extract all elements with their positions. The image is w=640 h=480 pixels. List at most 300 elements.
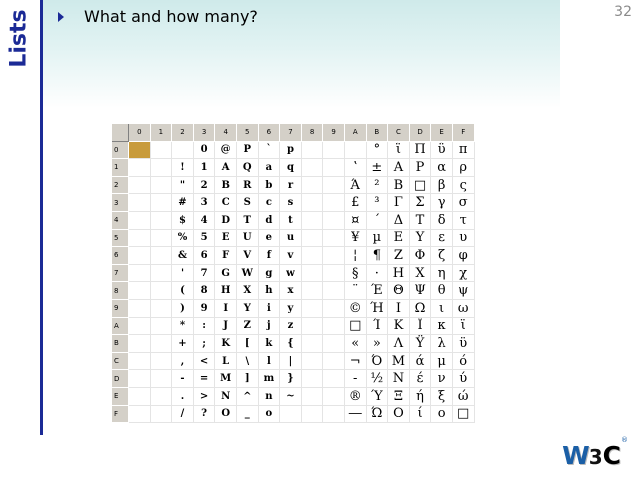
char-cell: ʽ [344, 159, 366, 177]
char-cell: 4 [193, 211, 215, 229]
char-cell: ά [409, 352, 431, 370]
char-cell: ή [409, 387, 431, 405]
column-header: 7 [280, 124, 302, 141]
table-row [112, 335, 474, 353]
char-cell [150, 299, 172, 317]
char-cell: i [258, 299, 280, 317]
char-cell: Ώ [366, 405, 388, 423]
char-cell: K [215, 335, 237, 353]
table-row [112, 194, 474, 212]
char-cell: $ [172, 211, 194, 229]
bullet-arrow-icon [58, 12, 64, 22]
char-cell: D [215, 211, 237, 229]
column-header: 1 [150, 124, 172, 141]
char-cell: ω [452, 299, 474, 317]
section-label [4, 8, 34, 68]
row-header: 5 [112, 229, 129, 247]
char-cell: ¦ [344, 247, 366, 265]
char-cell [323, 141, 345, 159]
table-row [112, 176, 474, 194]
char-cell [301, 211, 323, 229]
char-cell: π [452, 141, 474, 159]
char-cell: · [366, 264, 388, 282]
char-cell: q [280, 159, 302, 177]
char-cell: M [215, 370, 237, 388]
char-cell: Ϋ [409, 335, 431, 353]
char-cell [301, 176, 323, 194]
char-cell: h [258, 282, 280, 300]
char-cell: ΄ [366, 211, 388, 229]
char-cell [323, 264, 345, 282]
row-header: 4 [112, 211, 129, 229]
char-cell: X [236, 282, 258, 300]
char-cell [150, 229, 172, 247]
char-cell: m [258, 370, 280, 388]
column-header: E [431, 124, 453, 141]
char-cell [280, 405, 302, 423]
code-chart-table [112, 124, 475, 423]
char-cell: > [193, 387, 215, 405]
char-cell [129, 405, 151, 423]
char-cell [129, 282, 151, 300]
char-cell: d [258, 211, 280, 229]
column-header: 6 [258, 124, 280, 141]
char-cell [150, 194, 172, 212]
char-cell [301, 247, 323, 265]
char-cell [150, 370, 172, 388]
char-cell: □ [409, 176, 431, 194]
char-cell [301, 317, 323, 335]
w3c-logo-3: 3 [588, 445, 603, 469]
char-cell [129, 159, 151, 177]
char-cell: δ [431, 211, 453, 229]
char-cell: » [366, 335, 388, 353]
char-cell: ώ [452, 387, 474, 405]
char-cell: s [280, 194, 302, 212]
chart-corner [112, 124, 129, 141]
char-cell: £ [344, 194, 366, 212]
char-cell: υ [452, 229, 474, 247]
char-cell: Ψ [409, 282, 431, 300]
char-cell: I [215, 299, 237, 317]
char-cell: u [280, 229, 302, 247]
row-header: 1 [112, 159, 129, 177]
char-cell [301, 229, 323, 247]
row-header: 8 [112, 282, 129, 300]
char-cell: ο [431, 405, 453, 423]
char-cell: _ [236, 405, 258, 423]
char-cell: w [280, 264, 302, 282]
char-cell: Π [409, 141, 431, 159]
char-cell: U [236, 229, 258, 247]
char-cell: : [193, 317, 215, 335]
char-cell [301, 352, 323, 370]
char-cell [323, 335, 345, 353]
char-cell: φ [452, 247, 474, 265]
char-cell: □ [344, 317, 366, 335]
char-cell: Η [388, 264, 410, 282]
char-cell: ί [409, 405, 431, 423]
char-cell: ? [193, 405, 215, 423]
w3c-logo-c: C [602, 441, 620, 470]
w3c-logo-registered: ® [621, 436, 628, 444]
char-cell [172, 141, 194, 159]
char-cell: c [258, 194, 280, 212]
char-cell: Z [236, 317, 258, 335]
char-cell: - [172, 370, 194, 388]
char-cell: W [236, 264, 258, 282]
char-cell: © [344, 299, 366, 317]
char-cell [301, 405, 323, 423]
char-cell [323, 211, 345, 229]
char-cell: | [280, 352, 302, 370]
row-header: A [112, 317, 129, 335]
row-header: C [112, 352, 129, 370]
char-cell: a [258, 159, 280, 177]
table-row [112, 247, 474, 265]
char-cell: . [172, 387, 194, 405]
char-cell [301, 159, 323, 177]
char-cell: ) [172, 299, 194, 317]
char-cell [150, 141, 172, 159]
char-cell: ΐ [388, 141, 410, 159]
char-cell: ΰ [431, 141, 453, 159]
char-cell: Ι [388, 299, 410, 317]
char-cell: j [258, 317, 280, 335]
char-cell: Y [236, 299, 258, 317]
char-cell: p [280, 141, 302, 159]
page-number: 32 [614, 4, 632, 20]
column-header: 2 [172, 124, 194, 141]
char-cell: Έ [366, 282, 388, 300]
column-header: 8 [301, 124, 323, 141]
char-cell: 9 [193, 299, 215, 317]
char-cell: ± [366, 159, 388, 177]
column-header: C [388, 124, 410, 141]
code-chart-header-row [112, 124, 474, 141]
char-cell: Ή [366, 299, 388, 317]
char-cell [323, 370, 345, 388]
char-cell: T [236, 211, 258, 229]
char-cell: ρ [452, 159, 474, 177]
char-cell: σ [452, 194, 474, 212]
char-cell [129, 299, 151, 317]
char-cell: L [215, 352, 237, 370]
char-cell [323, 317, 345, 335]
char-cell: = [193, 370, 215, 388]
char-cell [129, 194, 151, 212]
slide-title: What and how many? [84, 7, 258, 26]
char-cell: A [215, 159, 237, 177]
char-cell: Ν [388, 370, 410, 388]
char-cell: ς [452, 176, 474, 194]
char-cell [129, 229, 151, 247]
char-cell: ε [431, 229, 453, 247]
char-cell [150, 387, 172, 405]
char-cell: ³ [366, 194, 388, 212]
char-cell: ϊ [452, 317, 474, 335]
char-cell: 3 [193, 194, 215, 212]
char-cell [323, 387, 345, 405]
char-cell: & [172, 247, 194, 265]
char-cell: ` [258, 141, 280, 159]
table-row [112, 299, 474, 317]
char-cell: Κ [388, 317, 410, 335]
char-cell: ν [431, 370, 453, 388]
char-cell: Μ [388, 352, 410, 370]
char-cell: θ [431, 282, 453, 300]
column-header: 5 [236, 124, 258, 141]
char-cell: v [280, 247, 302, 265]
char-cell [129, 387, 151, 405]
char-cell: Ό [366, 352, 388, 370]
char-cell [129, 370, 151, 388]
char-cell: n [258, 387, 280, 405]
char-cell: 8 [193, 282, 215, 300]
char-cell: 5 [193, 229, 215, 247]
char-cell: ~ [280, 387, 302, 405]
char-cell: k [258, 335, 280, 353]
char-cell: ¬ [344, 352, 366, 370]
char-cell [129, 264, 151, 282]
char-cell: ^ [236, 387, 258, 405]
char-cell [301, 387, 323, 405]
char-cell: β [431, 176, 453, 194]
char-cell: B [215, 176, 237, 194]
char-cell: ζ [431, 247, 453, 265]
char-cell: ¤ [344, 211, 366, 229]
char-cell [150, 352, 172, 370]
column-header: B [366, 124, 388, 141]
char-cell: N [215, 387, 237, 405]
column-header: F [452, 124, 474, 141]
row-header: 0 [112, 141, 129, 159]
char-cell: e [258, 229, 280, 247]
char-cell: * [172, 317, 194, 335]
char-cell: ( [172, 282, 194, 300]
char-cell: Ϊ [409, 317, 431, 335]
char-cell: Ω [409, 299, 431, 317]
char-cell [150, 211, 172, 229]
char-cell: Β [388, 176, 410, 194]
char-cell: § [344, 264, 366, 282]
char-cell: ϋ [452, 335, 474, 353]
char-cell: Λ [388, 335, 410, 353]
table-row [112, 317, 474, 335]
char-cell: έ [409, 370, 431, 388]
char-cell: 7 [193, 264, 215, 282]
column-header: 0 [129, 124, 151, 141]
char-cell: - [344, 370, 366, 388]
char-cell [301, 264, 323, 282]
row-header: 2 [112, 176, 129, 194]
char-cell: Χ [409, 264, 431, 282]
column-header: 3 [193, 124, 215, 141]
char-cell: z [280, 317, 302, 335]
char-cell: E [215, 229, 237, 247]
char-cell: ² [366, 176, 388, 194]
char-cell: V [236, 247, 258, 265]
char-cell: ψ [452, 282, 474, 300]
column-header: D [409, 124, 431, 141]
char-cell: Τ [409, 211, 431, 229]
table-row [112, 387, 474, 405]
row-header: E [112, 387, 129, 405]
char-cell [323, 282, 345, 300]
char-cell [129, 211, 151, 229]
char-cell: ° [366, 141, 388, 159]
char-cell: ό [452, 352, 474, 370]
char-cell: ι [431, 299, 453, 317]
char-cell: 2 [193, 176, 215, 194]
char-cell: C [215, 194, 237, 212]
char-cell: G [215, 264, 237, 282]
column-header: 9 [323, 124, 345, 141]
column-header: A [344, 124, 366, 141]
char-cell: H [215, 282, 237, 300]
char-cell: Ξ [388, 387, 410, 405]
char-cell: " [172, 176, 194, 194]
char-cell: t [280, 211, 302, 229]
table-row [112, 264, 474, 282]
char-cell: % [172, 229, 194, 247]
char-cell: Ύ [366, 387, 388, 405]
char-cell: ¶ [366, 247, 388, 265]
char-cell: µ [366, 229, 388, 247]
char-cell: y [280, 299, 302, 317]
table-row [112, 370, 474, 388]
char-cell: ξ [431, 387, 453, 405]
char-cell [150, 405, 172, 423]
char-cell [150, 317, 172, 335]
char-cell: Q [236, 159, 258, 177]
char-cell: b [258, 176, 280, 194]
char-cell [150, 159, 172, 177]
char-cell [129, 317, 151, 335]
char-cell [301, 335, 323, 353]
char-cell [129, 352, 151, 370]
char-cell [150, 176, 172, 194]
char-cell [323, 405, 345, 423]
row-header: 6 [112, 247, 129, 265]
char-cell [150, 264, 172, 282]
char-cell: ® [344, 387, 366, 405]
char-cell: Θ [388, 282, 410, 300]
char-cell: < [193, 352, 215, 370]
char-cell [129, 176, 151, 194]
char-cell: λ [431, 335, 453, 353]
char-cell: Υ [409, 229, 431, 247]
char-cell [301, 282, 323, 300]
char-cell: ― [344, 405, 366, 423]
char-cell [323, 247, 345, 265]
char-cell: μ [431, 352, 453, 370]
char-cell [301, 194, 323, 212]
char-cell: Α [388, 159, 410, 177]
table-row [112, 405, 474, 423]
char-cell: Ά [344, 176, 366, 194]
char-cell: ½ [366, 370, 388, 388]
char-cell: , [172, 352, 194, 370]
char-cell [150, 335, 172, 353]
char-cell [323, 352, 345, 370]
char-cell: Σ [409, 194, 431, 212]
char-cell: r [280, 176, 302, 194]
char-cell: } [280, 370, 302, 388]
w3c-logo [562, 436, 628, 470]
char-cell [323, 299, 345, 317]
char-cell: Φ [409, 247, 431, 265]
char-cell: # [172, 194, 194, 212]
char-cell [301, 370, 323, 388]
char-cell [323, 176, 345, 194]
char-cell [129, 247, 151, 265]
char-cell: ύ [452, 370, 474, 388]
char-cell: χ [452, 264, 474, 282]
char-cell: l [258, 352, 280, 370]
w3c-logo-w: W [562, 441, 589, 470]
char-cell: ¥ [344, 229, 366, 247]
char-cell [150, 282, 172, 300]
table-row [112, 282, 474, 300]
vertical-rule [40, 0, 43, 435]
char-cell: □ [452, 405, 474, 423]
char-cell: R [236, 176, 258, 194]
char-cell: η [431, 264, 453, 282]
char-cell: { [280, 335, 302, 353]
char-cell: S [236, 194, 258, 212]
char-cell: Γ [388, 194, 410, 212]
char-cell: κ [431, 317, 453, 335]
section-label-text: Lists [6, 8, 32, 68]
char-cell: O [215, 405, 237, 423]
char-cell: Ζ [388, 247, 410, 265]
char-cell: Ε [388, 229, 410, 247]
char-cell: Ρ [409, 159, 431, 177]
char-cell: ] [236, 370, 258, 388]
char-cell: F [215, 247, 237, 265]
char-cell: « [344, 335, 366, 353]
char-cell [129, 335, 151, 353]
char-cell: / [172, 405, 194, 423]
char-cell: f [258, 247, 280, 265]
char-cell: x [280, 282, 302, 300]
char-cell [323, 194, 345, 212]
table-row [112, 229, 474, 247]
row-header: 7 [112, 264, 129, 282]
char-cell: τ [452, 211, 474, 229]
char-cell: [ [236, 335, 258, 353]
table-row [112, 352, 474, 370]
row-header: F [112, 405, 129, 423]
row-header: 9 [112, 299, 129, 317]
char-cell: Ο [388, 405, 410, 423]
char-cell: Δ [388, 211, 410, 229]
char-cell: P [236, 141, 258, 159]
char-cell: ' [172, 264, 194, 282]
char-cell [323, 159, 345, 177]
char-cell: + [172, 335, 194, 353]
table-row [112, 159, 474, 177]
char-cell [344, 141, 366, 159]
char-cell: \ [236, 352, 258, 370]
char-cell: 1 [193, 159, 215, 177]
row-header: D [112, 370, 129, 388]
char-cell: @ [215, 141, 237, 159]
char-cell: ; [193, 335, 215, 353]
char-cell: α [431, 159, 453, 177]
char-cell: ! [172, 159, 194, 177]
